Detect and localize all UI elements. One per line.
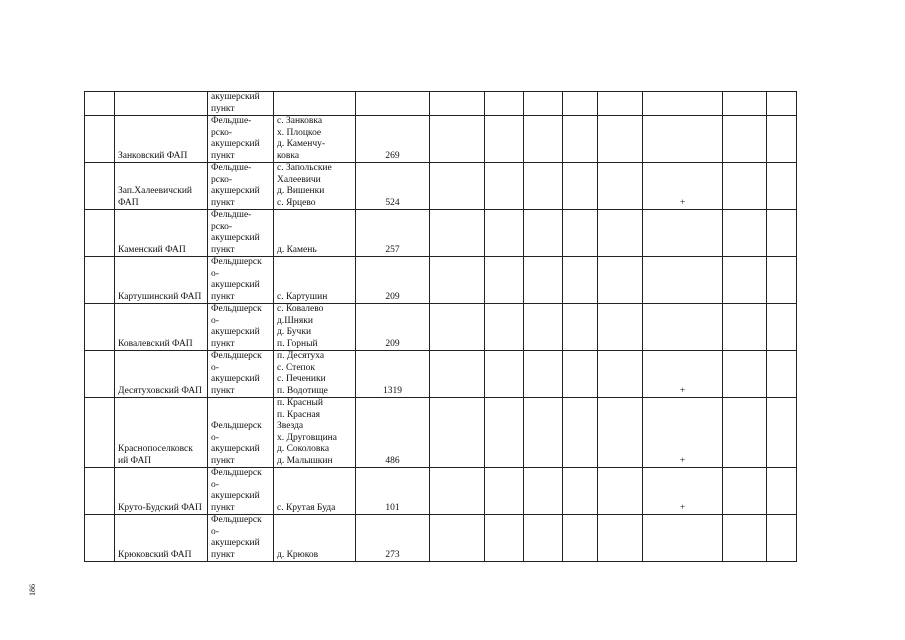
mark-cell: + (643, 468, 723, 515)
empty-cell (767, 163, 797, 210)
empty-cell (598, 351, 643, 398)
population-cell (356, 92, 430, 116)
table-row (85, 351, 797, 398)
facility-type-cell: Фельдше- рско- акушерский пункт (208, 116, 274, 163)
empty-cell (485, 210, 524, 257)
row-index-cell (85, 92, 115, 116)
empty-cell (723, 398, 767, 468)
empty-cell (485, 163, 524, 210)
facility-type-cell: Фельдшерск о- акушерский пункт (208, 515, 274, 562)
row-index-cell (85, 515, 115, 562)
empty-cell (767, 398, 797, 468)
row-index-cell (85, 351, 115, 398)
table-body (85, 92, 797, 562)
empty-cell (524, 92, 563, 116)
empty-cell (723, 468, 767, 515)
empty-cell (485, 116, 524, 163)
population-cell: 209 (356, 304, 430, 351)
empty-cell (598, 257, 643, 304)
empty-cell (563, 351, 598, 398)
empty-cell (563, 116, 598, 163)
settlements-cell (274, 92, 356, 116)
empty-cell (723, 515, 767, 562)
table-row (85, 116, 797, 163)
empty-cell (430, 398, 485, 468)
settlements-cell: с. Ковалево д.Шняки д. Бучки п. Горный (274, 304, 356, 351)
facility-name-cell: Картушинский ФАП (115, 257, 208, 304)
empty-cell (563, 257, 598, 304)
empty-cell (563, 515, 598, 562)
table-row (85, 398, 797, 468)
row-index-cell (85, 257, 115, 304)
row-index-cell (85, 304, 115, 351)
row-index-cell (85, 163, 115, 210)
empty-cell (430, 304, 485, 351)
facility-type-cell: Фельдшерск о- акушерский пункт (208, 468, 274, 515)
facility-name-cell: Крюковский ФАП (115, 515, 208, 562)
empty-cell (563, 398, 598, 468)
empty-cell (723, 304, 767, 351)
table-row (85, 468, 797, 515)
facility-type-cell: Фельдше- рско- акушерский пункт (208, 210, 274, 257)
mark-cell: + (643, 398, 723, 468)
population-cell: 1319 (356, 351, 430, 398)
row-index-cell (85, 116, 115, 163)
empty-cell (524, 468, 563, 515)
empty-cell (598, 116, 643, 163)
empty-cell (767, 210, 797, 257)
empty-cell (485, 515, 524, 562)
table-row (85, 304, 797, 351)
facility-name-cell: Круто-Будский ФАП (115, 468, 208, 515)
empty-cell (524, 351, 563, 398)
empty-cell (524, 398, 563, 468)
empty-cell (563, 210, 598, 257)
empty-cell (723, 257, 767, 304)
population-cell: 486 (356, 398, 430, 468)
mark-cell (643, 257, 723, 304)
mark-cell (643, 515, 723, 562)
mark-cell (643, 304, 723, 351)
empty-cell (723, 163, 767, 210)
facility-table (84, 91, 797, 562)
empty-cell (767, 92, 797, 116)
settlements-cell: с. Занковка х. Плоцкое д. Каменчу- ковка (274, 116, 356, 163)
settlements-cell: с. Картушин (274, 257, 356, 304)
empty-cell (430, 515, 485, 562)
population-cell: 257 (356, 210, 430, 257)
empty-cell (563, 304, 598, 351)
settlements-cell: д. Крюков (274, 515, 356, 562)
population-cell: 101 (356, 468, 430, 515)
table-row (85, 92, 797, 116)
empty-cell (430, 468, 485, 515)
empty-cell (430, 210, 485, 257)
empty-cell (485, 92, 524, 116)
settlements-cell: с. Запольские Халеевичи д. Вишенки с. Ярцево (274, 163, 356, 210)
empty-cell (598, 163, 643, 210)
row-index-cell (85, 468, 115, 515)
facility-type-cell: Фельдшерск о- акушерский пункт (208, 351, 274, 398)
empty-cell (598, 515, 643, 562)
population-cell: 524 (356, 163, 430, 210)
empty-cell (723, 351, 767, 398)
empty-cell (767, 468, 797, 515)
empty-cell (430, 163, 485, 210)
empty-cell (767, 304, 797, 351)
empty-cell (563, 468, 598, 515)
facility-name-cell: Краснопоселковск ий ФАП (115, 398, 208, 468)
facility-type-cell: Фельдшерск о- акушерский пункт (208, 257, 274, 304)
empty-cell (767, 351, 797, 398)
page-number: 186 (28, 584, 37, 596)
empty-cell (524, 163, 563, 210)
row-index-cell (85, 210, 115, 257)
facility-name-cell: Зап.Халеевичский ФАП (115, 163, 208, 210)
facility-name-cell: Десятуховский ФАП (115, 351, 208, 398)
facility-name-cell: Ковалевский ФАП (115, 304, 208, 351)
settlements-cell: п. Десятуха с. Степок с. Печеники п. Водотище (274, 351, 356, 398)
empty-cell (524, 116, 563, 163)
mark-cell: + (643, 163, 723, 210)
facility-type-cell: Фельдшерск о- акушерский пункт (208, 398, 274, 468)
empty-cell (598, 468, 643, 515)
facility-name-cell: Каменский ФАП (115, 210, 208, 257)
mark-cell (643, 116, 723, 163)
settlements-cell: д. Камень (274, 210, 356, 257)
empty-cell (767, 257, 797, 304)
empty-cell (767, 515, 797, 562)
empty-cell (485, 351, 524, 398)
table-row (85, 515, 797, 562)
empty-cell (598, 398, 643, 468)
mark-cell (643, 210, 723, 257)
empty-cell (485, 468, 524, 515)
mark-cell (643, 92, 723, 116)
empty-cell (430, 351, 485, 398)
empty-cell (430, 257, 485, 304)
population-cell: 269 (356, 116, 430, 163)
empty-cell (563, 92, 598, 116)
empty-cell (524, 210, 563, 257)
facility-type-cell: Фельдше- рско- акушерский пункт (208, 163, 274, 210)
empty-cell (485, 398, 524, 468)
mark-cell: + (643, 351, 723, 398)
empty-cell (598, 210, 643, 257)
empty-cell (485, 304, 524, 351)
empty-cell (767, 116, 797, 163)
empty-cell (563, 163, 598, 210)
settlements-cell: с. Крутая Буда (274, 468, 356, 515)
empty-cell (723, 210, 767, 257)
empty-cell (524, 515, 563, 562)
facility-name-cell (115, 92, 208, 116)
empty-cell (485, 257, 524, 304)
population-cell: 209 (356, 257, 430, 304)
empty-cell (524, 304, 563, 351)
facility-name-cell: Занковский ФАП (115, 116, 208, 163)
empty-cell (598, 304, 643, 351)
empty-cell (598, 92, 643, 116)
empty-cell (430, 92, 485, 116)
empty-cell (723, 92, 767, 116)
empty-cell (430, 116, 485, 163)
empty-cell (723, 116, 767, 163)
table-row (85, 163, 797, 210)
table-row (85, 257, 797, 304)
table-row (85, 210, 797, 257)
facility-type-cell: Фельдшерск о- акушерский пункт (208, 304, 274, 351)
empty-cell (524, 257, 563, 304)
settlements-cell: п. Красный п. Красная Звезда х. Друговщина д. Соколовка д. Малышкин (274, 398, 356, 468)
facility-type-cell: акушерский пункт (208, 92, 274, 116)
population-cell: 273 (356, 515, 430, 562)
row-index-cell (85, 398, 115, 468)
